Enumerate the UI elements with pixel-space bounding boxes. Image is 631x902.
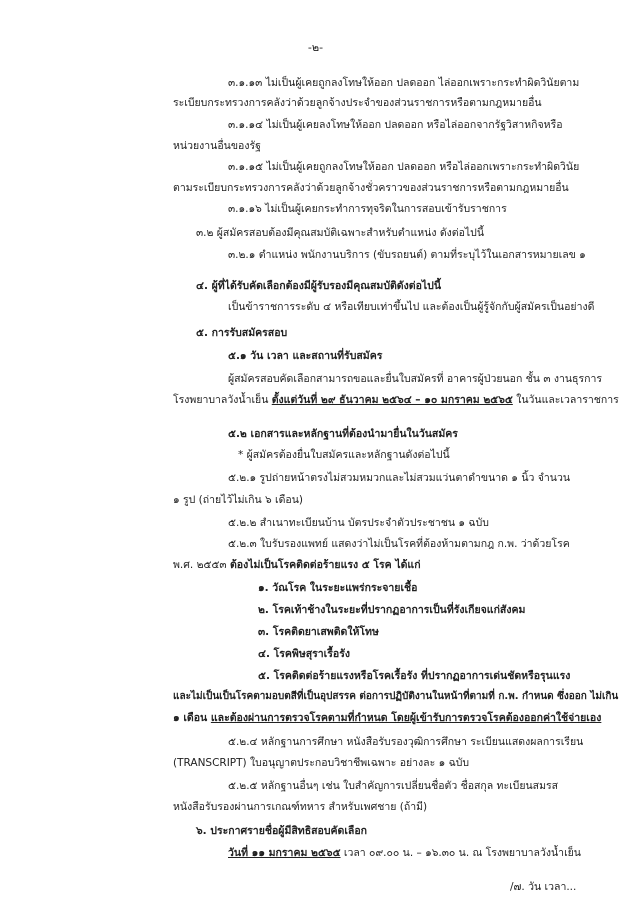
section-5-heading: ๕. การรับสมัครสอบ: [196, 327, 288, 339]
clause-3-1-15-cont: ตามระเบียบกระทรวงการคลังว่าด้วยลูกจ้างชั่วคราวของส่วนราชการหรือตามกฎหมายอื่น: [173, 182, 569, 194]
clause-3-1-13-cont: ระเบียบกระทรวงการคลังว่าด้วยลูกจ้างประจำของส่วนราชการหรือตามกฎหมายอื่น: [173, 97, 542, 109]
page-number: -๒-: [307, 41, 324, 54]
announcement-time-place: เวลา ๐๙.๐๐ น. – ๑๖.๓๐ น. ณ โรงพยาบาลวังน้ำเย็น: [343, 847, 581, 859]
clause-3-1-14: ๓.๑.๑๔ ไม่เป็นผู้เคยลงโทษให้ออก ปลดออก หรือไล่ออกจากรัฐวิสาหกิจหรือ: [228, 119, 563, 131]
clause-5-2-1: ๕.๒.๑ รูปถ่ายหน้าตรงไม่สวมหมวกและไม่สวมแว่นตาดำขนาด ๑ นิ้ว จำนวน: [228, 472, 571, 484]
clause-5-2-1-cont: ๑ รูป (ถ่ายไว้ไม่เกิน ๖ เดือน): [173, 494, 303, 506]
clause-3-1-15: ๓.๑.๑๕ ไม่เป็นผู้เคยถูกลงโทษให้ออก ปลดออก หรือไล่ออกเพราะกระทำผิดวินัย: [228, 161, 580, 173]
section-6-text: [228, 846, 581, 860]
continued-footer: /๗. วัน เวลา...: [510, 881, 577, 893]
announcement-date: วันที่ ๑๑ มกราคม ๒๕๖๕: [228, 847, 341, 859]
hospital-name: โรงพยาบาลวังน้ำเย็น: [173, 394, 269, 406]
exam-requirement: และต้องผ่านการตรวจโรคตามที่กำหนด โดยผู้เข้ารับการตรวจโรคต้องออกค่าใช้จ่ายเอง: [210, 712, 602, 724]
clause-5-2-5: ๕.๒.๕ หลักฐานอื่นๆ เช่น ใบสำคัญการเปลี่ยนชื่อตัว ชื่อสกุล ทะเบียนสมรส: [228, 780, 559, 792]
clause-3-2: ๓.๒ ผู้สมัครสอบต้องมีคุณสมบัติเฉพาะสำหรับตำแหน่ง ดังต่อไปนี้: [196, 227, 485, 239]
disease-2: ๒. โรคเท้าช้างในระยะที่ปรากฏอาการเป็นที่รังเกียจแก่สังคม: [258, 604, 526, 616]
application-dates: ตั้งแต่วันที่ ๒๙ ธันวาคม ๒๕๖๔ – ๑๐ มกราคม ๒๕๖๕: [271, 394, 513, 406]
clause-5-2-3: ๕.๒.๓ ใบรับรองแพทย์ แสดงว่าไม่เป็นโรคที่ต้องห้ามตามกฎ ก.พ. ว่าด้วยโรค: [228, 538, 570, 550]
section-4-text: เป็นข้าราชการระดับ ๔ หรือเทียบเท่าขึ้นไป และต้องเป็นผู้รู้จักกับผู้สมัครเป็นอย่างดี: [228, 301, 595, 313]
clause-5-2-3-cont: [173, 558, 421, 572]
disease-intro: ต้องไม่เป็นโรคติดต่อร้ายแรง ๕ โรค ได้แก่: [229, 559, 421, 571]
clause-5-1-heading: ๕.๑ วัน เวลา และสถานที่รับสมัคร: [228, 350, 383, 362]
validity-period: ๑ เดือน: [173, 712, 208, 724]
clause-5-2-5-cont: หนังสือรับรองผ่านการเกณฑ์ทหาร สำหรับเพศชาย (ถ้ามี): [173, 801, 428, 813]
clause-5-2-4-cont: (TRANSCRIPT) ใบอนุญาตประกอบวิชาชีพเฉพาะ อย่างละ ๑ ฉบับ: [173, 757, 470, 769]
disease-5: ๕. โรคติดต่อร้ายแรงหรือโรคเรื้อรัง ที่ปรากฏอาการเด่นชัดหรือรุนแรง: [258, 670, 571, 682]
clause-3-1-14-cont: หน่วยงานอื่นของรัฐ: [173, 140, 261, 152]
office-hours: ในวันและเวลาราชการ: [516, 394, 619, 406]
section-6-heading: ๖. ประกาศรายชื่อผู้มีสิทธิสอบคัดเลือก: [196, 825, 368, 837]
clause-3-1-16: ๓.๑.๑๖ ไม่เป็นผู้เคยกระทำการทุจริตในการสอบเข้ารับราชการ: [228, 203, 507, 215]
disease-1: ๑. วัณโรค ในระยะแพร่กระจายเชื้อ: [258, 582, 418, 594]
clause-5-2-heading: ๕.๒ เอกสารและหลักฐานที่ต้องนำมายื่นในวันสมัคร: [228, 428, 458, 440]
act-year: พ.ศ. ๒๕๕๓: [173, 559, 227, 571]
clause-5-1-text: ผู้สมัครสอบคัดเลือกสามารถขอและยื่นใบสมัครที่ อาคารผู้ป่วยนอก ชั้น ๓ งานธุรการ: [228, 373, 602, 385]
disease-4: ๔. โรคพิษสุราเรื้อรัง: [258, 648, 350, 660]
clause-3-1-13: ๓.๑.๑๓ ไม่เป็นผู้เคยถูกลงโทษให้ออก ปลดออก ไล่ออกเพราะกระทำผิดวินัยตาม: [228, 77, 580, 89]
clause-3-2-1: ๓.๒.๑ ตำแหน่ง พนักงานบริการ (ขับรถยนต์) ตามที่ระบุไว้ในเอกสารหมายเลข ๑: [228, 249, 586, 261]
clause-5-2-4: ๕.๒.๔ หลักฐานการศึกษา หนังสือรับรองวุฒิการศึกษา ระเบียนแสดงผลการเรียน: [228, 736, 584, 748]
disease-condition: และไม่เป็นเป็นโรคตามอบตสีที่เป็นอุปสรรค ต่อการปฏิบัติงานในหน้าที่ตามที่ ก.พ. กำหนด ซึ่งออก ไม่เกิน: [173, 691, 619, 702]
disease-3: ๓. โรคติดยาเสพติดให้โทษ: [258, 626, 379, 638]
disease-condition-cont: [173, 711, 601, 725]
clause-5-2-note: * ผู้สมัครต้องยื่นใบสมัครและหลักฐานดังต่อไปนี้: [238, 449, 450, 461]
clause-5-1-place: [173, 393, 619, 407]
section-4-heading: ๔. ผู้ที่ได้รับคัดเลือกต้องมีผู้รับรองมีคุณสมบัติดังต่อไปนี้: [196, 280, 441, 292]
clause-5-2-2: ๕.๒.๒ สำเนาทะเบียนบ้าน บัตรประจำตัวประชาชน ๑ ฉบับ: [228, 517, 489, 529]
